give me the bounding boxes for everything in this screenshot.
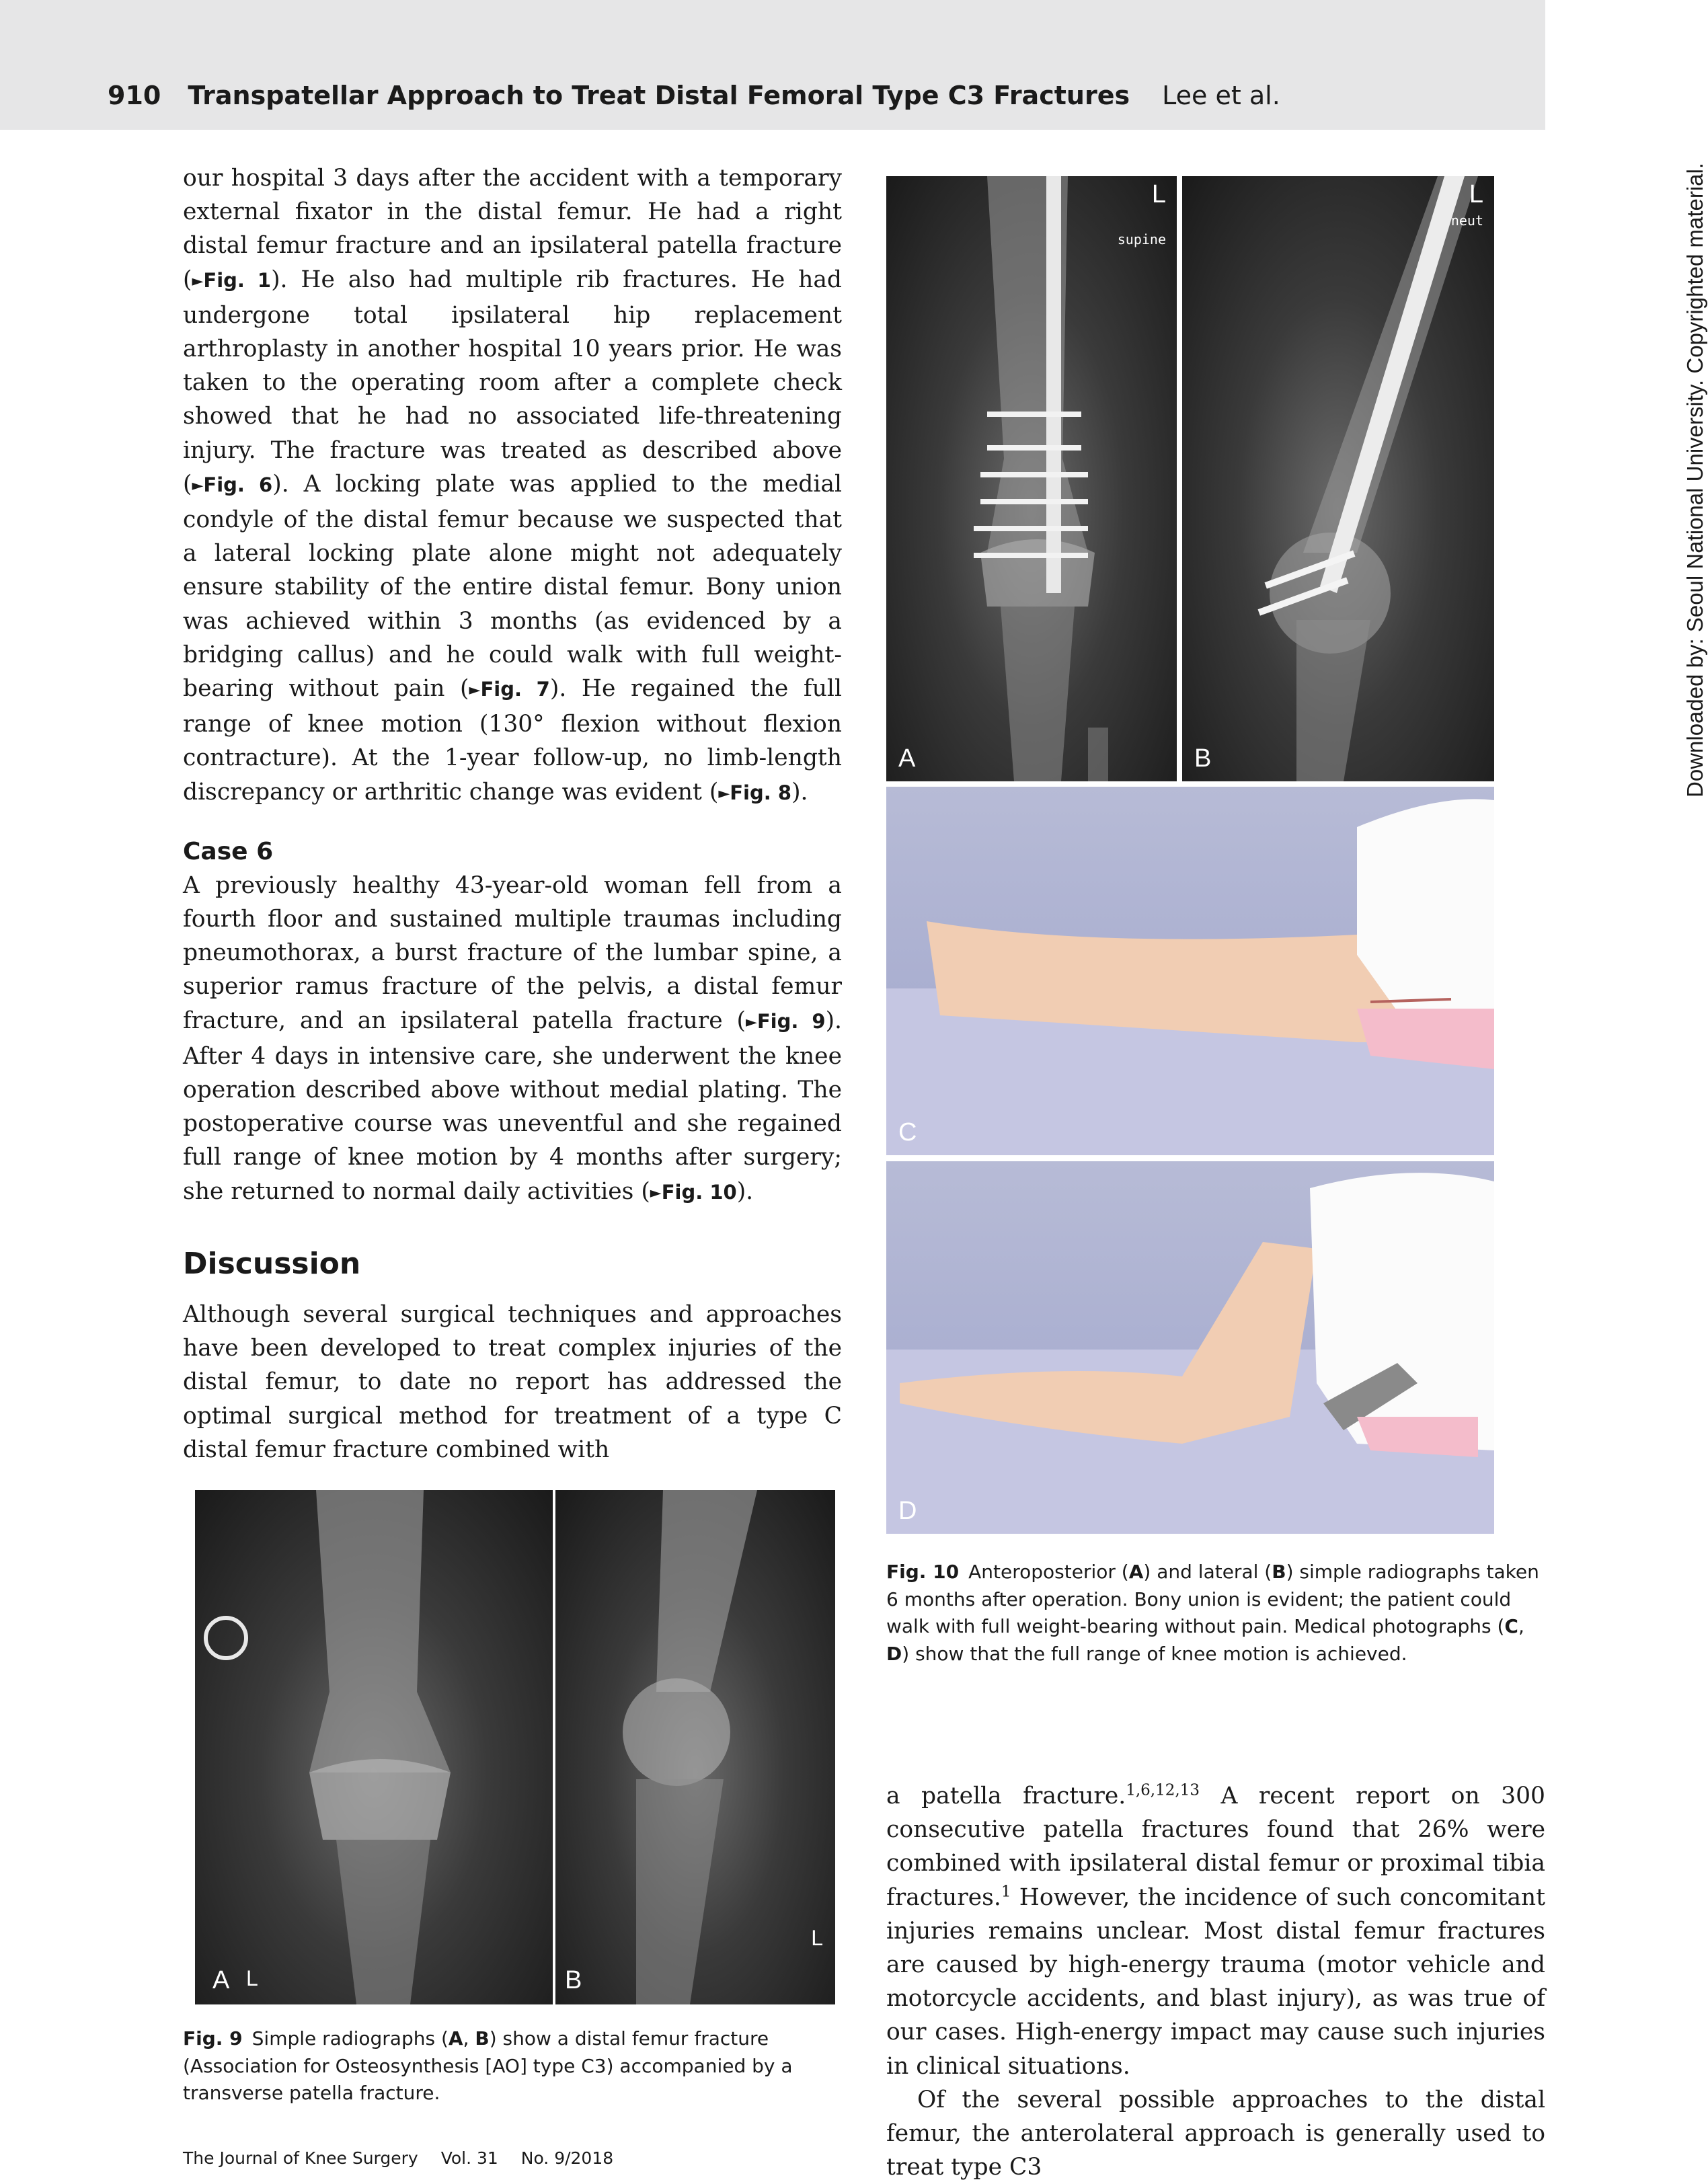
fig-1-link[interactable] (192, 269, 271, 292)
fig10-panel-b-xray (1182, 176, 1494, 781)
fig-6-link[interactable] (192, 473, 272, 496)
text-run: our hospital 3 days after the accident with a temporary external fixator in the distal femur. He had a right distal femur fracture and an ipsilateral patella fracture ( (183, 165, 842, 293)
ref-arrow-icon: ► (192, 272, 204, 290)
text-run: ) and lateral ( (1143, 1561, 1272, 1583)
text-run: ) simple radiographs taken 6 months after operation. Bony union is evident; the patient could walk with full weight-bearing without pain. Medical photographs ( (886, 1561, 1539, 1637)
ref-label: Fig. 10 (661, 1180, 737, 1204)
xray-position-marker: supine (1117, 231, 1166, 247)
paragraph-discussion-continued (886, 1779, 1545, 2083)
paragraph-approaches: Of the several possible approaches to the distal femur, the anterolateral approach is generally used to treat type C3 (886, 2086, 1545, 2181)
text-run: ). He regained the full range of knee motion (130° flexion without flexion contracture). At the 1-year follow-up, no limb-length discrepancy or arthritic change was evident ( (183, 675, 842, 806)
case-6-heading: Case 6 (183, 837, 274, 865)
fig10-panel-d-photo (886, 1161, 1494, 1534)
paragraph-discussion: Although several surgical techniques and approaches have been developed to treat complex injuries of the distal femur, to date no report has addressed the optimal surgical method for treatment of a type C distal femur fracture combined with (183, 1300, 842, 1463)
panel-letter-d: D (898, 1497, 917, 1525)
text-run: ). After 4 days in intensive care, she underwent the knee operation described above without medial plating. The postoperative course was uneventful and she regained full range of knee motion by 4 months after surgery; she returned to normal daily activities ( (183, 1007, 842, 1205)
text-run: ). (791, 778, 808, 806)
caption-panel-ref: D (886, 1642, 902, 1665)
text-run: However, the incidence of such concomitant injuries remains unclear. Most distal femur fractures are caused by high-energy trauma (motor vehicle and motorcycle accidents, and blast injury), as was true of our cases. High-energy impact may cause such injuries in clinical situations. (886, 1883, 1545, 2080)
femur-plate-ap-image (886, 176, 1177, 781)
femur-plate-lateral-image (1182, 176, 1494, 781)
fig10-panel-a-xray (886, 176, 1177, 781)
xray-position-marker: neut (1450, 212, 1483, 229)
journal-name: The Journal of Knee Surgery (183, 2148, 418, 2168)
fig-10-link[interactable] (650, 1181, 737, 1204)
xray-side-marker: L (246, 1966, 258, 1990)
fig9-caption (183, 2025, 842, 2107)
running-head (108, 75, 1280, 116)
journal-volume: Vol. 31 (440, 2148, 498, 2168)
panel-letter-b: B (565, 1966, 582, 1994)
discussion-heading: Discussion (183, 1246, 361, 1281)
left-column-text (183, 161, 842, 1467)
fig10-panel-c-photo (886, 787, 1494, 1155)
ref-arrow-icon: ► (469, 682, 481, 699)
ref-label: Fig. 1 (203, 268, 272, 292)
xray-side-marker: L (811, 1926, 823, 1950)
authors: Lee et al. (1162, 81, 1280, 110)
fig-8-link[interactable] (718, 781, 791, 804)
xray-side-marker: L (1469, 180, 1483, 208)
panel-letter-a: A (212, 1966, 230, 1994)
text-run: ). He also had multiple rib fractures. He had undergone total ipsilateral hip replacement arthroplasty in another hospital 10 years prior. He was taken to the operating room after a complete check showed that he had no associated life-threatening injury. The fracture was treated as described above ( (183, 266, 842, 498)
journal-issue: No. 9/2018 (520, 2148, 614, 2168)
fig-9-link[interactable] (746, 1010, 826, 1033)
ref-label: Fig. 7 (480, 678, 550, 701)
right-column-text (886, 1779, 1545, 2184)
fig9-panel-b-xray (555, 1490, 835, 2004)
fig9-panel-a-xray (195, 1490, 553, 2004)
caption-panel-ref: B (475, 2027, 490, 2050)
citation-link[interactable]: 1 (1001, 1883, 1011, 1901)
fig10-caption (886, 1559, 1545, 1668)
fig9-caption-label: Fig. 9 (183, 2027, 243, 2050)
caption-panel-ref: C (1504, 1615, 1518, 1637)
download-notice: Downloaded by: Seoul National University. Copyrighted material. (1682, 162, 1707, 797)
text-run: A previously healthy 43-year-old woman fell from a fourth floor and sustained multiple traumas including pneumothorax, a burst fracture of the lumbar spine, a superior ramus fracture of the pelvis, a distal femur fracture, and an ipsilateral patella fracture ( (183, 871, 842, 1034)
ref-label: Fig. 6 (203, 473, 273, 496)
article-title: Transpatellar Approach to Treat Distal Femoral Type C3 Fractures (188, 81, 1130, 110)
ref-label: Fig. 9 (756, 1009, 826, 1033)
ref-arrow-icon: ► (745, 1013, 757, 1031)
paragraph-case5-continued (183, 161, 842, 811)
text-run: ). (736, 1177, 754, 1205)
text-run: A recent report on 300 consecutive patella fractures found that 26% were combined with ipsilateral distal femur or proximal tibia fractures. (886, 1783, 1545, 1911)
fig-7-link[interactable] (469, 678, 550, 701)
patient-knee-flexed-image (886, 1161, 1494, 1534)
text-run: a patella fracture. (886, 1783, 1126, 1809)
ref-arrow-icon: ► (192, 477, 204, 494)
text-run: , (1518, 1615, 1524, 1637)
text-run: ) show that the full range of knee motion is achieved. (902, 1642, 1407, 1665)
patient-legs-extended-image (886, 787, 1494, 1155)
panel-letter-a: A (898, 744, 916, 773)
text-run: Simple radiographs ( (251, 2027, 449, 2050)
text-run: ). A locking plate was applied to the medial condyle of the distal femur because we suspected that a lateral locking plate alone might not adequately ensure stability of the entire distal femur. Bony union was achieved within 3 months (as evidenced by a bridging callus) and he could walk with full weight-bearing without pain ( (183, 470, 842, 703)
xray-side-marker: L (1151, 180, 1166, 208)
text-run: ) show a distal femur fracture (Association for Osteosynthesis [AO] type C3) accompanied by a transverse patella fracture. (183, 2027, 793, 2104)
ref-arrow-icon: ► (718, 785, 730, 802)
fracture-ap-image (195, 1490, 553, 2004)
text-run: Anteroposterior ( (968, 1561, 1129, 1583)
ref-label: Fig. 8 (730, 781, 792, 804)
panel-letter-c: C (898, 1118, 917, 1146)
caption-panel-ref: A (448, 2027, 463, 2050)
caption-panel-ref: B (1272, 1561, 1286, 1583)
fracture-lateral-image (555, 1490, 835, 2004)
citation-link[interactable]: 1,6,12,13 (1126, 1781, 1200, 1799)
ref-arrow-icon: ► (650, 1184, 662, 1202)
panel-letter-b: B (1194, 744, 1212, 773)
fig10-caption-label: Fig. 10 (886, 1561, 960, 1583)
page-footer (183, 2148, 631, 2168)
caption-panel-ref: A (1128, 1561, 1144, 1583)
text-run: , (463, 2027, 475, 2050)
page-number: 910 (108, 81, 161, 110)
paragraph-case6 (183, 869, 842, 1210)
